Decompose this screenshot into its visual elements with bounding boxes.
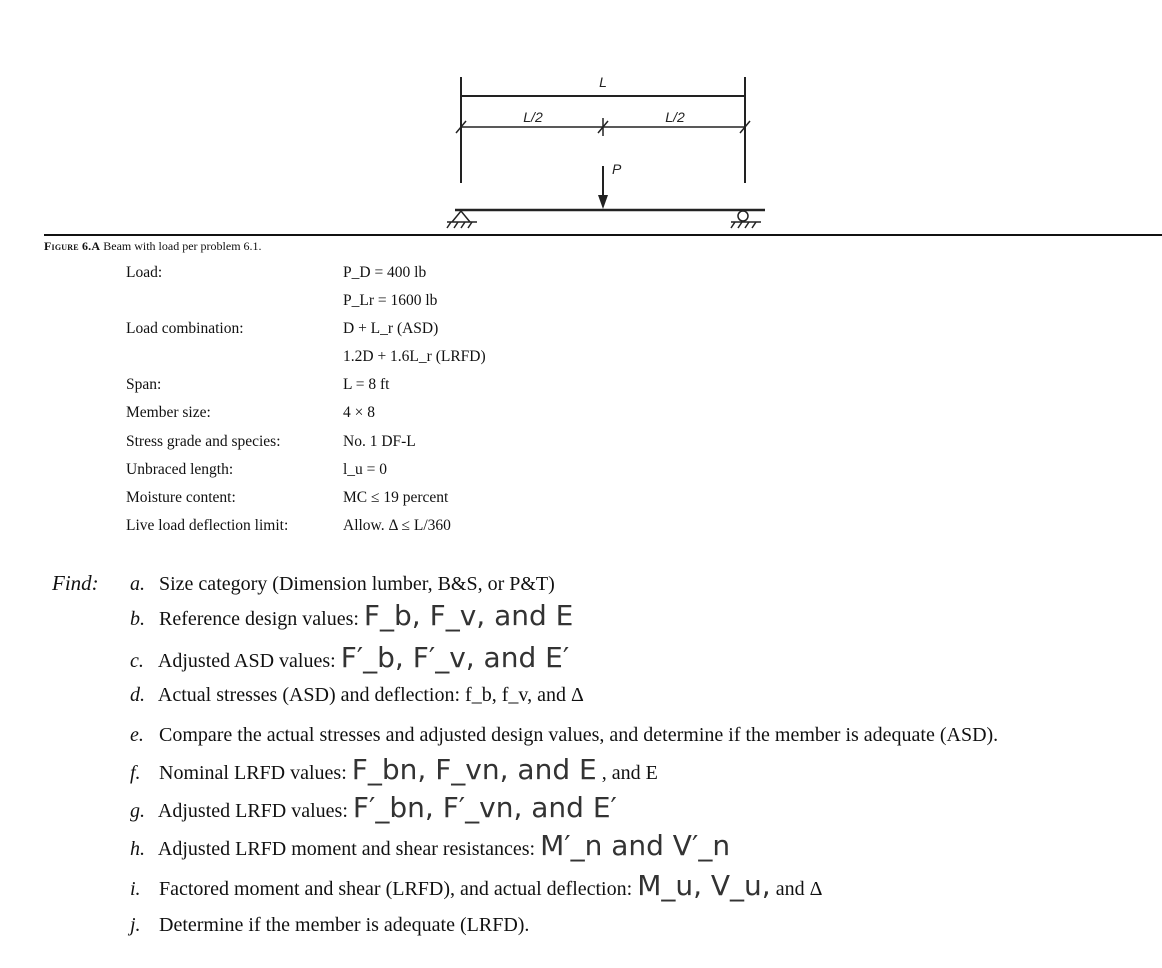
find-item-b <box>130 599 574 632</box>
item-suffix: , and E <box>601 762 658 784</box>
find-item-i <box>130 869 823 902</box>
param-value: MC ≤ 19 percent <box>343 488 449 506</box>
item-symbols: M_u, V_u, <box>637 869 771 902</box>
caption-rule <box>44 234 1162 236</box>
param-label: Moisture content: <box>126 488 236 506</box>
find-label: Find: <box>52 571 99 595</box>
find-item-j <box>130 912 529 938</box>
item-letter: e. <box>130 724 144 746</box>
param-value: l_u = 0 <box>343 460 388 478</box>
param-value: Allow. Δ ≤ L/360 <box>343 516 451 534</box>
half-span-label-right: L/2 <box>665 109 685 125</box>
param-value: D + L_r (ASD) <box>343 320 439 338</box>
param-value: No. 1 DF-L <box>343 432 416 450</box>
find-item-a <box>130 571 555 597</box>
param-label: Load combination: <box>126 320 244 338</box>
param-value: L = 8 ft <box>343 376 390 394</box>
param-label: Load: <box>126 264 163 281</box>
item-letter: f. <box>130 762 141 784</box>
param-label: Stress grade and species: <box>126 432 281 450</box>
param-value: 4 × 8 <box>343 404 375 422</box>
item-text: Adjusted ASD values: <box>157 650 336 672</box>
item-suffix: and Δ <box>775 878 823 900</box>
span-label: L <box>599 74 607 90</box>
roller-support-icon <box>731 211 761 228</box>
item-symbols: F′_bn, F′_vn, and E′ <box>352 791 617 824</box>
find-item-c <box>130 641 570 674</box>
item-text: Actual stresses (ASD) and deflection: f_b, f_v, and Δ <box>157 684 584 706</box>
item-letter: i. <box>130 878 141 900</box>
item-text: Adjusted LRFD values: <box>157 800 348 822</box>
item-letter: d. <box>130 684 145 706</box>
figure-caption <box>44 239 262 254</box>
param-label: Member size: <box>126 404 211 422</box>
load-arrow-head <box>598 195 608 209</box>
item-text: Determine if the member is adequate (LRFD). <box>159 914 530 936</box>
param-label: Span: <box>126 376 162 394</box>
param-label: Unbraced length: <box>126 460 234 478</box>
item-text: Factored moment and shear (LRFD), and actual deflection: <box>159 878 633 900</box>
pin-support-icon <box>447 211 477 228</box>
item-text: Reference design values: <box>159 608 359 630</box>
item-letter: j. <box>130 914 141 936</box>
param-value: P_D = 400 lb <box>343 264 427 281</box>
param-value: 1.2D + 1.6L_r (LRFD) <box>343 348 486 366</box>
caption-text: Beam with load per problem 6.1. <box>103 239 262 253</box>
item-text: Nominal LRFD values: <box>159 762 347 784</box>
beam-figure <box>0 0 1162 240</box>
item-letter: b. <box>130 608 145 630</box>
half-span-label-left: L/2 <box>523 109 543 125</box>
load-label: P <box>612 161 622 177</box>
param-value: P_Lr = 1600 lb <box>343 292 438 310</box>
item-text: Compare the actual stresses and adjusted design values, and determine if the member is adequate (ASD). <box>159 724 999 746</box>
find-item-h <box>130 829 731 862</box>
param-label: Live load deflection limit: <box>126 516 289 534</box>
item-text: Adjusted LRFD moment and shear resistances: <box>157 838 536 860</box>
item-text: Size category (Dimension lumber, B&S, or P&T) <box>159 573 555 595</box>
item-letter: a. <box>130 573 145 595</box>
find-item-g <box>130 791 617 824</box>
item-symbols: F_b, F_v, and E <box>363 599 574 632</box>
caption-number: Figure 6.A <box>44 239 101 253</box>
item-symbols: M′_n and V′_n <box>540 829 731 862</box>
item-letter: g. <box>130 800 145 822</box>
find-item-d <box>130 682 584 708</box>
find-item-e <box>130 722 998 748</box>
item-letter: h. <box>130 838 145 860</box>
item-letter: c. <box>130 650 144 672</box>
find-item-f <box>130 753 658 786</box>
item-symbols: F′_b, F′_v, and E′ <box>340 641 570 674</box>
item-symbols: F_bn, F_vn, and E <box>351 753 597 786</box>
